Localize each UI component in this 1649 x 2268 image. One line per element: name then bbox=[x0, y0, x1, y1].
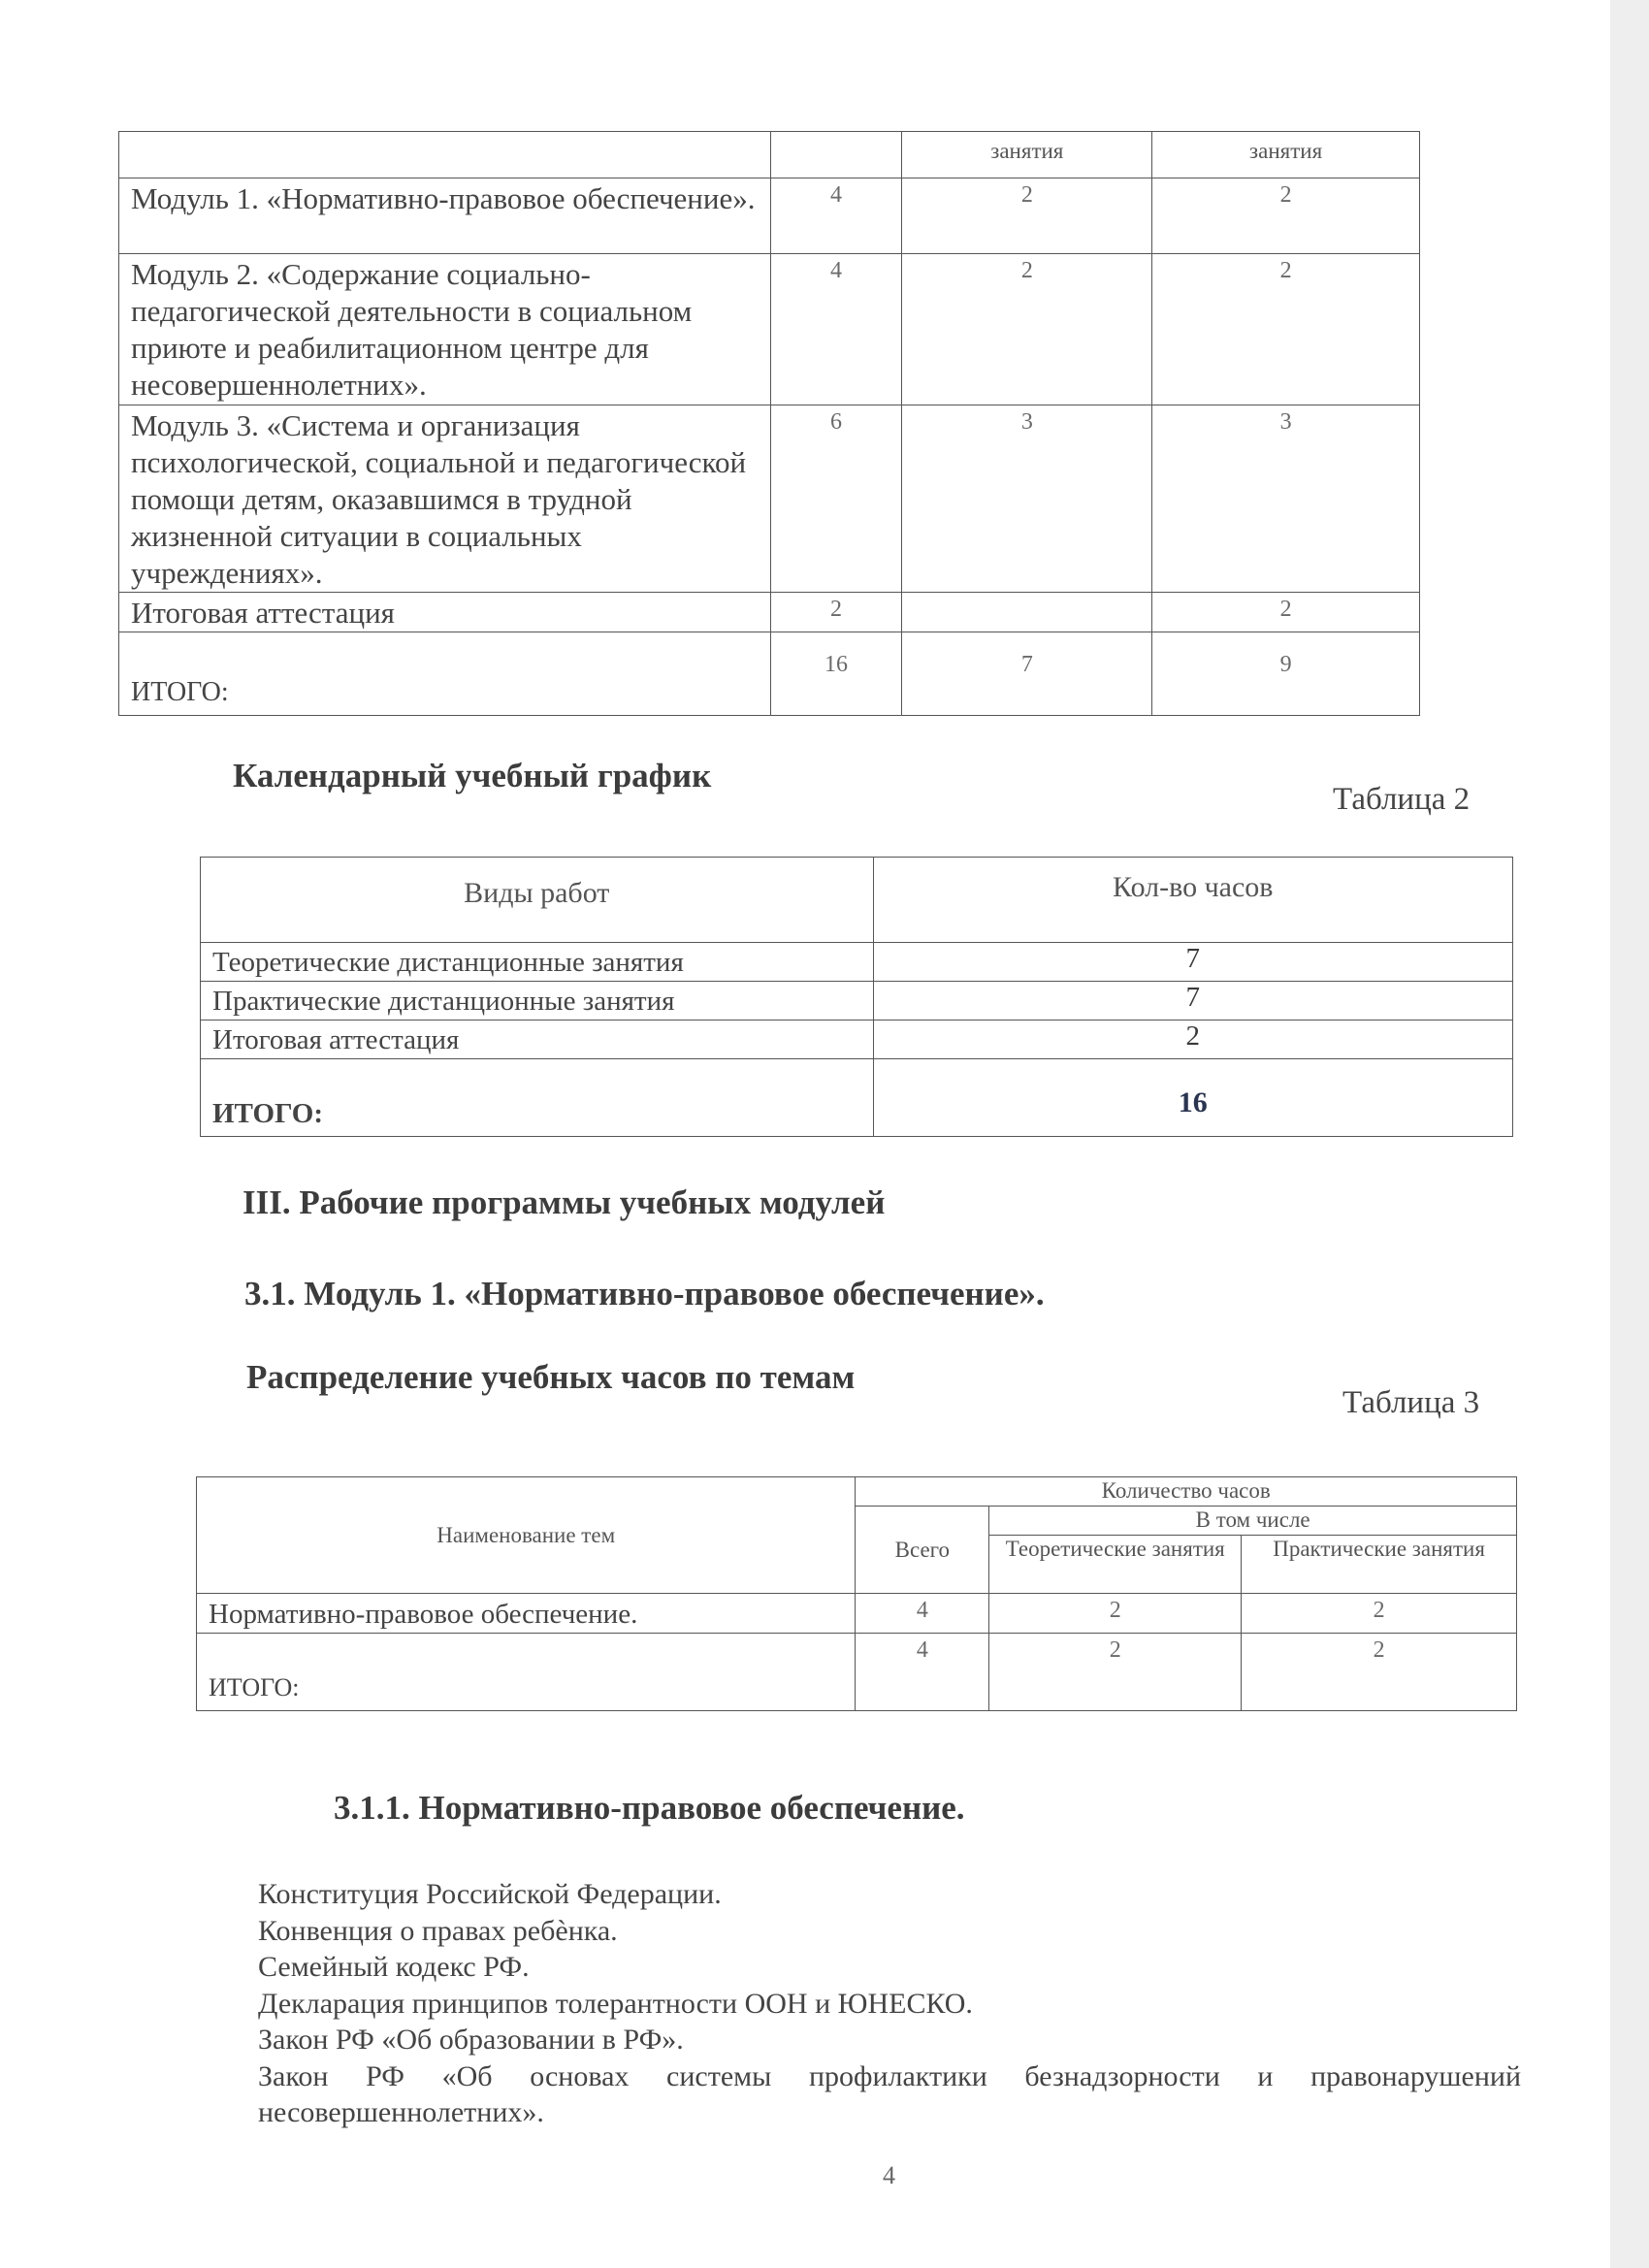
module-1-heading: 3.1. Модуль 1. «Нормативно-правовое обеспечение». bbox=[244, 1275, 1045, 1312]
table-row bbox=[201, 982, 1513, 1021]
total-hours: 16 bbox=[770, 632, 902, 716]
header-cell bbox=[770, 132, 902, 178]
table-total-row bbox=[197, 1634, 1517, 1711]
header-cell: занятия bbox=[1152, 132, 1420, 178]
header-cell bbox=[119, 132, 771, 178]
list-item: несовершеннолетних». bbox=[258, 2096, 544, 2128]
module-name: Модуль 1. «Нормативно-правовое обеспечение». bbox=[119, 178, 771, 254]
total-hours: 4 bbox=[856, 1634, 989, 1711]
theory-hours: 3 bbox=[902, 405, 1152, 593]
practice-header: Практические занятия bbox=[1242, 1536, 1517, 1594]
subsection-heading: 3.1.1. Нормативно-правовое обеспечение. bbox=[334, 1789, 965, 1827]
hours-count-header: Количество часов bbox=[856, 1477, 1517, 1507]
theory-hours: 2 bbox=[902, 178, 1152, 254]
theory-hours: 7 bbox=[902, 632, 1152, 716]
practice-hours: 3 bbox=[1152, 405, 1420, 593]
module-name: Модуль 3. «Система и организация психологической, социальной и педагогической помощи детям, оказавшимся в трудной жизненной ситуации в социальных учреждениях». bbox=[119, 405, 771, 593]
practice-hours: 2 bbox=[1152, 593, 1420, 632]
table-row bbox=[119, 593, 1420, 632]
list-item: Закон РФ «Об образовании в РФ». bbox=[258, 2024, 684, 2056]
list-item: Декларация принципов толерантности ООН и ЮНЕСКО. bbox=[258, 1987, 973, 2020]
list-item: Закон РФ «Об основах системы профилактики безнадзорности и правонарушений bbox=[258, 2059, 1521, 2092]
table-row bbox=[119, 178, 1420, 254]
work-type: Теоретические дистанционные занятия bbox=[201, 943, 874, 982]
including-header: В том числе bbox=[989, 1507, 1517, 1536]
table-row bbox=[201, 1021, 1513, 1059]
list-item: Конвенция о правах ребѐнка. bbox=[258, 1914, 618, 1947]
page-edge bbox=[1610, 0, 1649, 2268]
topics-hours-table bbox=[196, 1476, 1517, 1711]
hours-value: 7 bbox=[873, 943, 1512, 982]
table-total-row bbox=[119, 632, 1420, 716]
hours-value: 7 bbox=[873, 982, 1512, 1021]
theory-hours: 2 bbox=[902, 254, 1152, 405]
table-2-caption: Таблица 2 bbox=[1333, 782, 1471, 817]
theory-hours: 2 bbox=[989, 1634, 1242, 1711]
practice-hours: 2 bbox=[1242, 1634, 1517, 1711]
work-types-header: Виды работ bbox=[201, 858, 874, 943]
total-hours: 6 bbox=[770, 405, 902, 593]
practice-hours: 2 bbox=[1152, 254, 1420, 405]
table-row bbox=[197, 1594, 1517, 1634]
total-label: ИТОГО: bbox=[201, 1059, 874, 1137]
table-row bbox=[119, 254, 1420, 405]
table-total-row bbox=[201, 1059, 1513, 1137]
table-row bbox=[119, 405, 1420, 593]
practice-hours: 2 bbox=[1152, 178, 1420, 254]
section-3-heading: III. Рабочие программы учебных модулей bbox=[242, 1183, 886, 1221]
hours-value: 2 bbox=[873, 1021, 1512, 1059]
hours-distribution-heading: Распределение учебных часов по темам bbox=[246, 1358, 856, 1396]
work-type: Итоговая аттестация bbox=[201, 1021, 874, 1059]
legal-documents-list bbox=[258, 1876, 1521, 2131]
module-name: Модуль 2. «Содержание социально-педагогической деятельности в социальном приюте и реабилитационном центре для несовершеннолетних». bbox=[119, 254, 771, 405]
hours-header: Кол-во часов bbox=[873, 858, 1512, 943]
practice-hours: 2 bbox=[1242, 1594, 1517, 1634]
total-header: Всего bbox=[856, 1507, 989, 1594]
list-item: Семейный кодекс РФ. bbox=[258, 1951, 530, 1983]
list-item: Конституция Российской Федерации. bbox=[258, 1878, 722, 1910]
table-header-row bbox=[201, 858, 1513, 943]
header-cell: занятия bbox=[902, 132, 1152, 178]
total-label: ИТОГО: bbox=[119, 632, 771, 716]
modules-hours-table bbox=[118, 131, 1420, 716]
work-type: Практические дистанционные занятия bbox=[201, 982, 874, 1021]
row-name: Итоговая аттестация bbox=[119, 593, 771, 632]
table-header-row bbox=[197, 1477, 1517, 1507]
total-hours: 2 bbox=[770, 593, 902, 632]
calendar-table bbox=[200, 857, 1513, 1137]
theory-header: Теоретические занятия bbox=[989, 1536, 1242, 1594]
total-hours: 4 bbox=[770, 254, 902, 405]
table-row bbox=[201, 943, 1513, 982]
total-label: ИТОГО: bbox=[197, 1634, 856, 1711]
page-number: 4 bbox=[883, 2161, 895, 2189]
total-hours: 4 bbox=[856, 1594, 989, 1634]
topic-name: Нормативно-правовое обеспечение. bbox=[197, 1594, 856, 1634]
calendar-heading: Календарный учебный график bbox=[233, 757, 712, 794]
practice-hours: 9 bbox=[1152, 632, 1420, 716]
theory-hours bbox=[902, 593, 1152, 632]
theory-hours: 2 bbox=[989, 1594, 1242, 1634]
topic-name-header: Наименование тем bbox=[197, 1477, 856, 1594]
total-hours: 4 bbox=[770, 178, 902, 254]
table-3-caption: Таблица 3 bbox=[1342, 1385, 1480, 1420]
table-header-row bbox=[119, 132, 1420, 178]
total-hours: 16 bbox=[873, 1059, 1512, 1137]
